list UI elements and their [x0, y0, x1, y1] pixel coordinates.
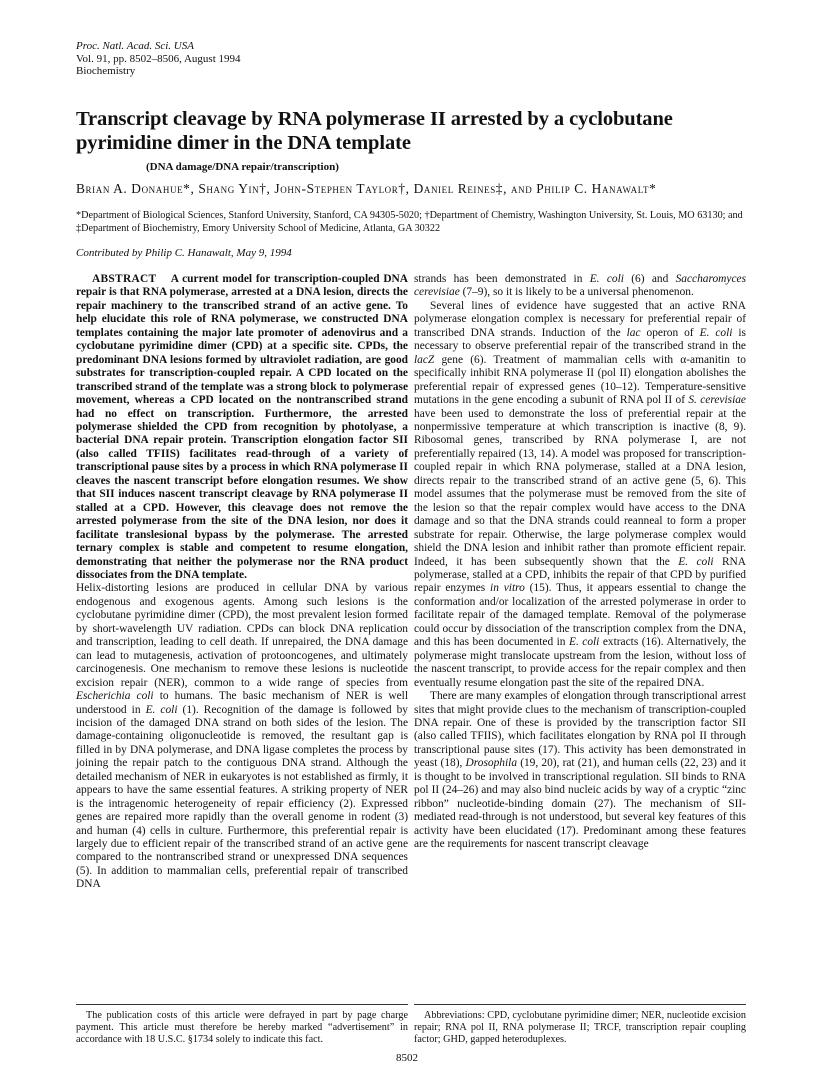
abbreviations-footnote: Abbreviations: CPD, cyclobutane pyrimidine dimer; NER, nucleotide excision repair; RNA pol II, RNA polymerase II; TRCF, transcription repair coupling factor; GHD, gapped heteroduplexes.	[414, 1010, 746, 1046]
article-title: Transcript cleavage by RNA polymerase II arrested by a cyclobutane pyrimidine dimer in the DNA template	[76, 108, 673, 154]
text-run: operon of	[640, 326, 700, 339]
journal-name: Proc. Natl. Acad. Sci. USA	[76, 40, 194, 52]
text-run: Several lines of evidence have suggested that an active RNA polymerase elongation complex is necessary for preferential repair of transcribed DNA strands. Induction of the	[414, 299, 746, 339]
species-name: E. coli	[568, 636, 600, 649]
text-run: RNA polymerase, stalled at a CPD, inhibits the repair of that CPD by purified repair enzymes	[414, 555, 747, 595]
text-run: to humans. The basic mechanism of NER is well understood in	[76, 690, 408, 716]
latin-term: in vitro	[490, 582, 525, 595]
gene-name: lac	[626, 326, 641, 339]
text-run: gene (6). Treatment of mammalian cells with α-amanitin to specifically inhibit RNA polymerase II (pol II) elongation abolishes the preferential repair of expressed genes (10–12). Temperature-sensitive mutations in the gene encoding a subunit of RNA pol II of	[414, 353, 746, 407]
left-column	[76, 273, 408, 892]
footnote-divider-right	[414, 1004, 746, 1005]
affiliations: *Department of Biological Sciences, Stanford University, Stanford, CA 94305-5020; †Department of Chemistry, Washington University, St. Louis, MO 63130; and ‡Department of Biochemistry, Emory University School of Medicine, Atlanta, GA 30322	[76, 210, 743, 234]
text-run: Helix-distorting lesions are produced in cellular DNA by various endogenous and exogenous agents. Among such lesions is the cyclobutane pyrimidine dimer (CPD), the most prevalent lesion formed by short-wavelength UV radiation. CPDs can block DNA replication and transcription, leading to cell death. If unrepaired, the DNA damage can lead to mutagenesis, activation of protooncogenes, and ultimately carcinogenesis. One mechanism to remove these lesions is nucleotide excision repair (NER), common to a wide range of species from	[76, 582, 408, 689]
right-column	[414, 273, 746, 851]
species-name: Drosophila	[465, 757, 518, 770]
species-name: Escherichia coli	[76, 690, 154, 703]
gene-name: lacZ	[414, 353, 435, 366]
abstract-text: A current model for transcription-coupled DNA repair is that RNA polymerase, arrested at a DNA lesion, directs the repair machinery to the transcribed strand of an active gene. To help elucidate this role of RNA polymerase, we constructed DNA templates containing the major late promoter of adenovirus and a cyclobutane pyrimidine dimer (CPD) at a specific site. CPDs, the predominant DNA lesions formed by ultraviolet radiation, are good substrates for transcription-coupled repair. A CPD located on the transcribed strand of the template was a strong block to polymerase movement, whereas a CPD located on the nontranscribed strand had no effect on transcription. Furthermore, the arrested polymerase shielded the CPD from recognition by photolyase, a bacterial DNA repair protein. Transcription elongation factor SII (also called TFIIS) facilitates read-through of a variety of transcriptional pause sites by a process in which RNA polymerase II cleaves the nascent transcript before elongation resumes. We show that SII induces nascent transcript cleavage by RNA polymerase II stalled at a CPD. However, this cleavage does not remove the arrested polymerase from the site of the DNA lesion, nor does it facilitate translesional bypass by the polymerase. The arrested ternary complex is stable and competent to resume elongation, demonstrating that neither the polymerase nor the RNA product dissociates from the DNA template.	[76, 273, 408, 581]
journal-header	[76, 40, 241, 78]
text-run: There are many examples of elongation through transcriptional arrest sites that might provide clues to the mechanism of transcription-coupled DNA repair. One of these is provided by the transcription factor SII (also called TFIIS), which facilitates elongation by RNA pol II through transcriptional pause sites (17). This activity has been demonstrated in yeast (18),	[414, 690, 746, 770]
intro-paragraph-3	[414, 690, 746, 851]
species-name: E. coli	[699, 326, 733, 339]
contributed-by: Contributed by Philip C. Hanawalt, May 9, 1994	[76, 247, 292, 259]
abstract-label: ABSTRACT	[92, 273, 157, 285]
text-run: (1). Recognition of the damage is followed by incision of the damaged DNA strand on both sides of the lesion. The damage-containing oligonucleotide is removed, the resultant gap is filled in by DNA polymerase, and DNA ligase completes the process by joining the repair patch to the contiguous DNA strand. Although the detailed mechanism of NER in eukaryotes is not established as firmly, it appears to have the same essential features. A striking property of NER is the intragenomic heterogeneity of repair efficiency (2). Expressed genes are repaired more rapidly than the overall genome in rodent (3) and human (4) cells in culture. Furthermore, this preferential repair is largely due to efficient repair of the transcribed strand of an active gene compared to the nontranscribed strand or unexpressed DNA sequences (5). In addition to mammalian cells, preferential repair of transcribed DNA	[76, 703, 408, 891]
intro-paragraph-1-cont	[414, 273, 746, 300]
page-number: 8502	[396, 1052, 418, 1064]
species-name: S. cerevisiae	[688, 394, 746, 407]
intro-paragraph-1	[76, 582, 408, 891]
text-run: (7–9), so it is likely to be a universal phenomenon.	[459, 286, 694, 299]
footnote-divider-left	[76, 1004, 408, 1005]
abstract	[76, 273, 408, 582]
publication-cost-footnote: The publication costs of this article were defrayed in part by page charge payment. This article must therefore be hereby marked “advertisement” in accordance with 18 U.S.C. §1734 solely to indicate this fact.	[76, 1010, 408, 1046]
text-run: extracts (16). Alternatively, the polymerase might translocate upstream from the lesion, without loss of the nascent transcript, to provide access for the repair complex and then eventually resume elongation past the site of the repaired DNA.	[414, 636, 746, 689]
keywords: (DNA damage/DNA repair/transcription)	[146, 161, 339, 173]
species-name: E. coli	[589, 273, 624, 285]
text-run: (15). Thus, it appears essential to change the conformation and/or localization of the arrested polymerase in order to facilitate repair of the damaged template. Removal of the polymerase could occur by dissociation of the transcription complex from the DNA, and this has been documented in	[414, 582, 746, 649]
journal-section: Biochemistry	[76, 65, 136, 77]
text-run: is necessary to observe preferential repair of the transcribed strand in the	[414, 326, 746, 353]
journal-volume: Vol. 91, pp. 8502–8506, August 1994	[76, 52, 241, 65]
text-run: have been used to demonstrate the loss of preferential repair at the nonpermissive temperature at which transcription is inactive (8, 9). Ribosomal genes, transcribed by RNA polymerase I, are not preferentially repaired (13, 14). A model was proposed for transcription-coupled repair in which RNA polymerase, stalled at a DNA lesion, directs repair to the transcribed strand of an active gene (5, 6). This model assumes that the polymerase must be removed from the site of the lesion so that the repair complex would have access to the DNA damage and so that the DNA strands could reanneal to form a proper substrate for repair. Otherwise, the large polymerase complex would shield the DNA lesion and inhibit rather than promote efficient repair. Indeed, it has been subsequently shown that the	[414, 407, 746, 568]
text-run: (19, 20), rat (21), and human cells (22, 23) and it is thought to be involved in transcriptional regulation. SII binds to RNA pol II (24–26) and may also bind nucleic acids by way of a cryptic “zinc ribbon” nucleotide-binding domain (27). The mechanism of SII-mediated read-through is not understood, but several key features of this activity have been elucidated (17). Predominant among these features are the requirements for nascent transcript cleavage	[414, 757, 746, 851]
species-name: Saccharomyces cerevisiae	[414, 273, 747, 299]
species-name: E. coli	[145, 703, 178, 716]
text-run: (6) and	[623, 273, 676, 285]
intro-paragraph-2	[414, 300, 746, 690]
text-run: strands has been demonstrated in	[414, 273, 590, 285]
species-name: E. coli	[678, 555, 714, 568]
author-list: Brian A. Donahue*, Shang Yin†, John-Stephen Taylor†, Daniel Reines‡, and Philip C. Hanawalt*	[76, 181, 657, 196]
